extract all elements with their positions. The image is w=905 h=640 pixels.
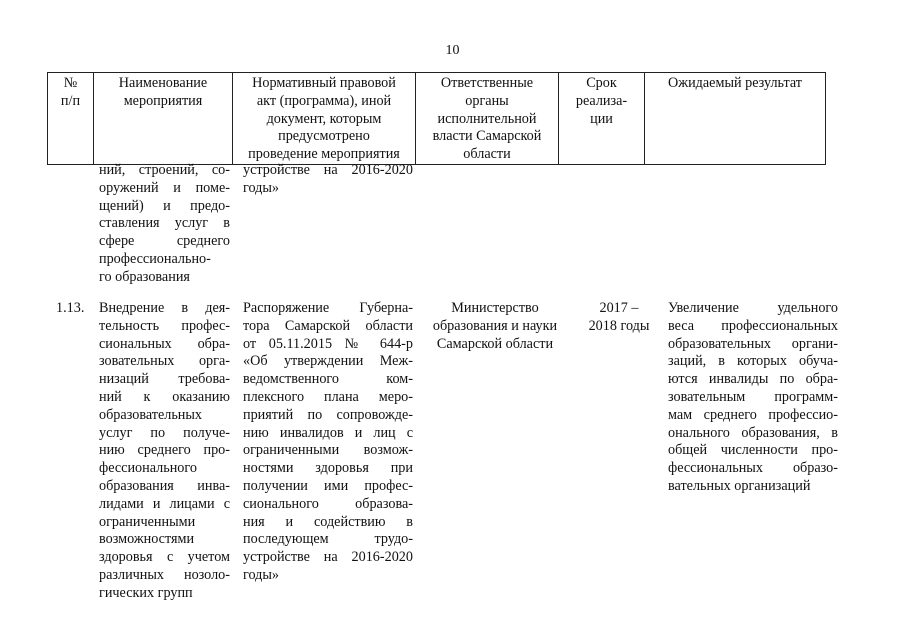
text-line: приятий по сопровожде-	[243, 406, 413, 423]
continued-act-cell	[243, 162, 413, 198]
text-line: нию инвалидов и лиц с	[243, 424, 413, 441]
text-line: годы»	[243, 566, 279, 583]
row-term-cell: 2017 – 2018 годы	[588, 300, 650, 334]
page-number: 10	[445, 43, 460, 58]
text-line: нию среднего про-	[99, 442, 230, 459]
text-line: веса профессиональных	[668, 317, 838, 334]
text-line: здоровья с учетом	[99, 549, 230, 566]
text-line: ведомственного ком-	[243, 371, 413, 388]
text-line: от 05.11.2015 № 644-р	[243, 335, 413, 352]
text-line: образовательных органи-	[668, 335, 838, 352]
continued-name-cell	[99, 162, 230, 287]
text-line: сиональных обра-	[99, 335, 230, 352]
text-line: различных нозоло-	[99, 566, 230, 583]
text-line: вательных организаций	[668, 477, 811, 494]
text-line: фессиональных образо-	[668, 460, 838, 477]
text-line: ностями здоровья при	[243, 460, 413, 477]
header-num: № п/п	[48, 73, 94, 165]
text-line: ются инвалиды по обра-	[668, 371, 838, 388]
text-line: профессионально-	[99, 250, 211, 267]
text-line: образования инва-	[99, 477, 230, 494]
text-line: оружений и поме-	[99, 179, 230, 196]
row-org-cell: Министерство образования и науки Самарской области	[432, 300, 558, 352]
text-line: Внедрение в дея-	[99, 300, 230, 316]
text-line: последующем трудо-	[243, 531, 413, 548]
text-line: заций, в которых обуча-	[668, 353, 838, 370]
text-line: плексного плана меро-	[243, 388, 413, 405]
text-line: ний, строений, со-	[99, 162, 230, 178]
text-line: ограниченными	[99, 513, 196, 530]
row-number: 1.13.	[56, 300, 85, 316]
row-result-cell	[668, 300, 838, 496]
header-org: Ответственные органы исполнительной власти Самарской области	[416, 73, 559, 165]
header-result: Ожидаемый результат	[645, 73, 826, 165]
text-line: ограниченными возмож-	[243, 442, 413, 459]
text-line: сфере среднего	[99, 233, 230, 250]
text-line: устройстве на 2016-2020	[243, 549, 413, 566]
text-line: получении ими профес-	[243, 477, 413, 494]
text-line: «Об утверждении Меж-	[243, 353, 413, 370]
text-line: услуг по получе-	[99, 424, 230, 441]
text-line: ний к оказанию	[99, 388, 230, 405]
header-act: Нормативный правовой акт (программа), иной документ, которым предусмотрено проведение мероприятия	[233, 73, 416, 165]
text-line: лидами и лицами с	[99, 495, 230, 512]
table-header	[47, 72, 826, 165]
text-line: тора Самарской области	[243, 317, 413, 334]
text-line: возможностями	[99, 531, 195, 548]
header-term: Срок реализа- ции	[559, 73, 645, 165]
text-line: щений) и предо-	[99, 197, 230, 214]
text-line: тельность профес-	[99, 317, 230, 334]
row-act-cell	[243, 300, 413, 585]
text-line: общей численности про-	[668, 442, 838, 459]
text-line: фессионального	[99, 460, 197, 477]
text-line: ставления услуг в	[99, 215, 230, 232]
header-name: Наименование мероприятия	[94, 73, 233, 165]
text-line: зовательных орга-	[99, 353, 230, 370]
text-line: Распоряжение Губерна-	[243, 300, 413, 316]
row-name-cell	[99, 300, 230, 603]
text-line: гических групп	[99, 584, 193, 601]
text-line: годы»	[243, 179, 279, 196]
text-line: ния и содействию в	[243, 513, 413, 530]
text-line: низаций требова-	[99, 371, 230, 388]
text-line: Увеличение удельного	[668, 300, 838, 316]
text-line: мам среднего профессио-	[668, 406, 838, 423]
text-line: зовательным программ-	[668, 388, 838, 405]
text-line: сионального образова-	[243, 495, 413, 512]
text-line: го образования	[99, 268, 190, 285]
text-line: онального образования, в	[668, 424, 838, 441]
text-line: образовательных	[99, 406, 203, 423]
text-line: устройстве на 2016-2020	[243, 162, 413, 178]
